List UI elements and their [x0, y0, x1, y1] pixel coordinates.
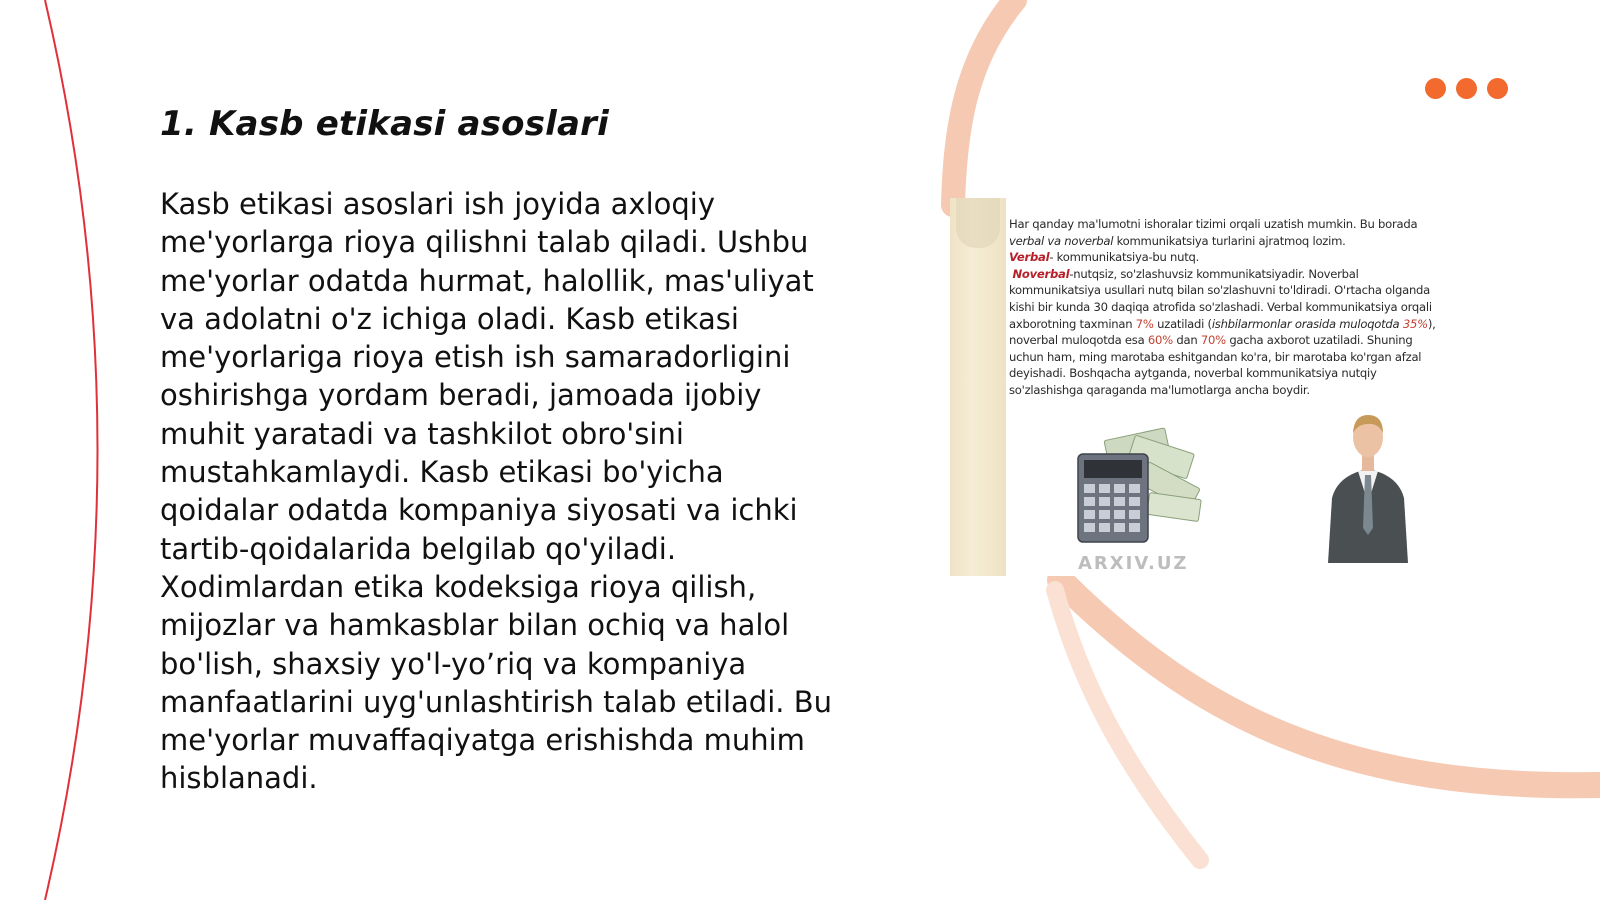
verbal-term: Verbal: [1009, 250, 1050, 265]
left-edge-curve: [45, 0, 98, 900]
image-line-2: [1009, 233, 1449, 250]
calculator-icon: [1068, 426, 1208, 546]
image-line-1: Har qanday ma'lumotni ishoralar tizimi orqali uzatish mumkin. Bu borada: [1009, 217, 1418, 231]
watermark-text: ARXIV.UZ: [1078, 553, 1189, 574]
image-line-7-b: uzatiladi (: [1153, 316, 1212, 331]
three-dots-decoration: [1425, 78, 1508, 99]
percent-70: 70%: [1200, 333, 1226, 348]
percent-35: 35%: [1402, 316, 1428, 331]
percent-60: 60%: [1147, 333, 1173, 348]
percent-7: 7%: [1135, 316, 1154, 331]
image-line-11: so'zlashishga qaraganda ma'lumotlarga ancha boydir.: [1009, 382, 1310, 397]
image-line-7: [1009, 316, 1449, 333]
image-line-7-c: ),: [1427, 316, 1436, 331]
image-line-6: kishi bir kunda 30 daqiqa atrofida so'zlashadi. Verbal kommunikatsiya orqali: [1009, 299, 1432, 314]
noverbal-term: Noverbal: [1012, 266, 1070, 281]
image-line-8: [1009, 332, 1449, 349]
orange-arc-upper: [953, 0, 1015, 205]
image-line-8-c: gacha axborot uzatiladi. Shuning: [1225, 333, 1413, 348]
embedded-image: [950, 198, 1450, 576]
dot-icon: [1456, 78, 1477, 99]
slide-title: 1. Kasb etikasi asoslari: [160, 104, 609, 144]
image-line-8-b: dan: [1172, 333, 1201, 348]
dot-icon: [1425, 78, 1446, 99]
image-line-2-rest: kommunikatsiya turlarini ajratmoq lozim.: [1113, 233, 1346, 248]
image-line-3: [1009, 249, 1449, 266]
image-line-4: [1009, 266, 1449, 283]
image-line-7-italic: ishbilarmonlar orasida muloqotda: [1211, 316, 1403, 331]
slide-body-text: Kasb etikasi asoslari ish joyida axloqiy me'yorlarga rioya qilishni talab qiladi. Ushbu me'yorlar odatda hurmat, halollik, mas'uliyat va adolatni o'z ichiga oladi. Kasb etikasi me'yorlariga rioya etish ish samaradorligini oshirishga yordam beradi, jamoada ijobiy muhit yaratadi va tashkilot obro'sini mustahkamlaydi. Kasb etikasi bo'yicha qoidalar odatda kompaniya siyosati va ichki tartib-qoidalarida belgilab qo'yiladi. Xodimlardan etika kodeksiga rioya qilish, mijozlar va hamkasblar bilan ochiq va halol bo'lish, shaxsiy yo'l-yo’riq va kompaniya manfaatlarini uyg'unlashtirish talab etiladi. Bu me'yorlar muvaffaqiyatga erishishda muhim hisblanadi.: [160, 187, 832, 796]
image-line-10: deyishadi. Boshqacha aytganda, noverbal kommunikatsiya nutqiy: [1009, 366, 1377, 381]
image-side-strip: [950, 198, 1006, 576]
image-text-block: [1009, 216, 1449, 399]
dot-icon: [1487, 78, 1508, 99]
image-line-8-a: noverbal muloqotda esa: [1009, 333, 1148, 348]
image-line-3-rest: - kommunikatsiya-bu nutq.: [1049, 250, 1200, 265]
image-line-5: kommunikatsiya usullari nutq bilan so'zlashuvni to'ldiradi. O'rtacha olganda: [1009, 283, 1431, 298]
orange-arc-lower: [1060, 580, 1600, 785]
image-line-4-rest: -nutqsiz, so'zlashuvsiz kommunikatsiyadir. Noverbal: [1069, 266, 1359, 281]
image-line-9: uchun ham, ming marotaba eshitgandan ko'ra, bir marotaba ko'rgan afzal: [1009, 349, 1422, 364]
image-line-2-italic: verbal va noverbal: [1009, 233, 1114, 248]
image-line-7-a: axborotning taxminan: [1009, 316, 1136, 331]
businessman-photo: [1318, 403, 1418, 563]
